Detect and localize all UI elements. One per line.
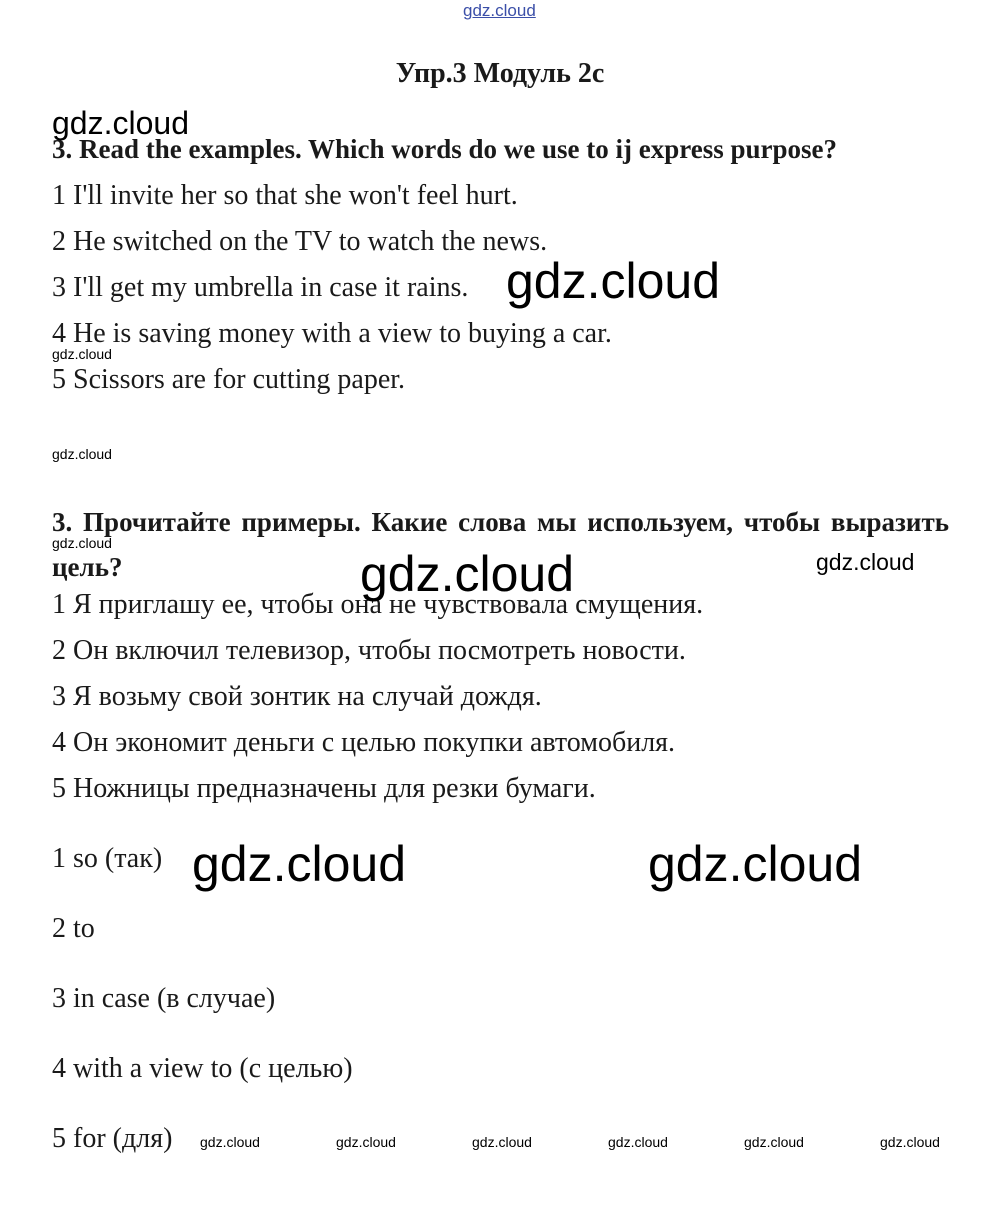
russian-example-3: 3 Я возьму свой зонтик на случай дождя.: [52, 681, 542, 712]
watermark: gdz.cloud: [52, 346, 112, 362]
watermark: gdz.cloud: [52, 535, 112, 551]
russian-example-5: 5 Ножницы предназначены для резки бумаги.: [52, 773, 596, 804]
watermark-link[interactable]: gdz.cloud: [463, 1, 536, 20]
english-example-3: 3 I'll get my umbrella in case it rains.: [52, 272, 469, 303]
english-example-4: 4 He is saving money with a view to buying a car.: [52, 318, 612, 349]
watermark: gdz.cloud: [648, 836, 863, 892]
english-heading: 3. Read the examples. Which words do we use to ij express purpose?: [52, 134, 838, 164]
answer-1: 1 so (так): [52, 843, 163, 874]
watermark: gdz.cloud: [192, 836, 407, 892]
russian-example-2: 2 Он включил телевизор, чтобы посмотреть новости.: [52, 635, 686, 666]
english-example-1: 1 I'll invite her so that she won't feel hurt.: [52, 180, 518, 211]
watermark: gdz.cloud: [360, 546, 575, 602]
watermark: gdz.cloud: [816, 549, 915, 575]
watermark: gdz.cloud: [52, 446, 112, 462]
watermark: gdz.cloud: [506, 253, 721, 309]
answer-2: 2 to: [52, 913, 95, 944]
watermark: gdz.cloud: [880, 1134, 940, 1150]
answer-5: 5 for (для): [52, 1123, 173, 1154]
watermark: gdz.cloud: [608, 1134, 668, 1150]
watermark: gdz.cloud: [744, 1134, 804, 1150]
answer-3: 3 in case (в случае): [52, 983, 276, 1014]
russian-example-1: 1 Я приглашу ее, чтобы она не чувствовала смущения.: [52, 589, 704, 620]
english-example-5: 5 Scissors are for cutting paper.: [52, 364, 406, 395]
russian-heading: 3. Прочитайте примеры. Какие слова мы используем, чтобы выразить цель?: [52, 507, 949, 582]
answer-4: 4 with a view to (с целью): [52, 1053, 353, 1084]
watermark: gdz.cloud: [200, 1134, 260, 1150]
watermark: gdz.cloud: [336, 1134, 396, 1150]
page-title: Упр.3 Модуль 2с: [395, 58, 605, 89]
watermark: gdz.cloud: [472, 1134, 532, 1150]
english-example-2: 2 He switched on the TV to watch the news.: [52, 226, 548, 257]
watermark: gdz.cloud: [52, 105, 189, 141]
russian-example-4: 4 Он экономит деньги с целью покупки автомобиля.: [52, 727, 676, 758]
